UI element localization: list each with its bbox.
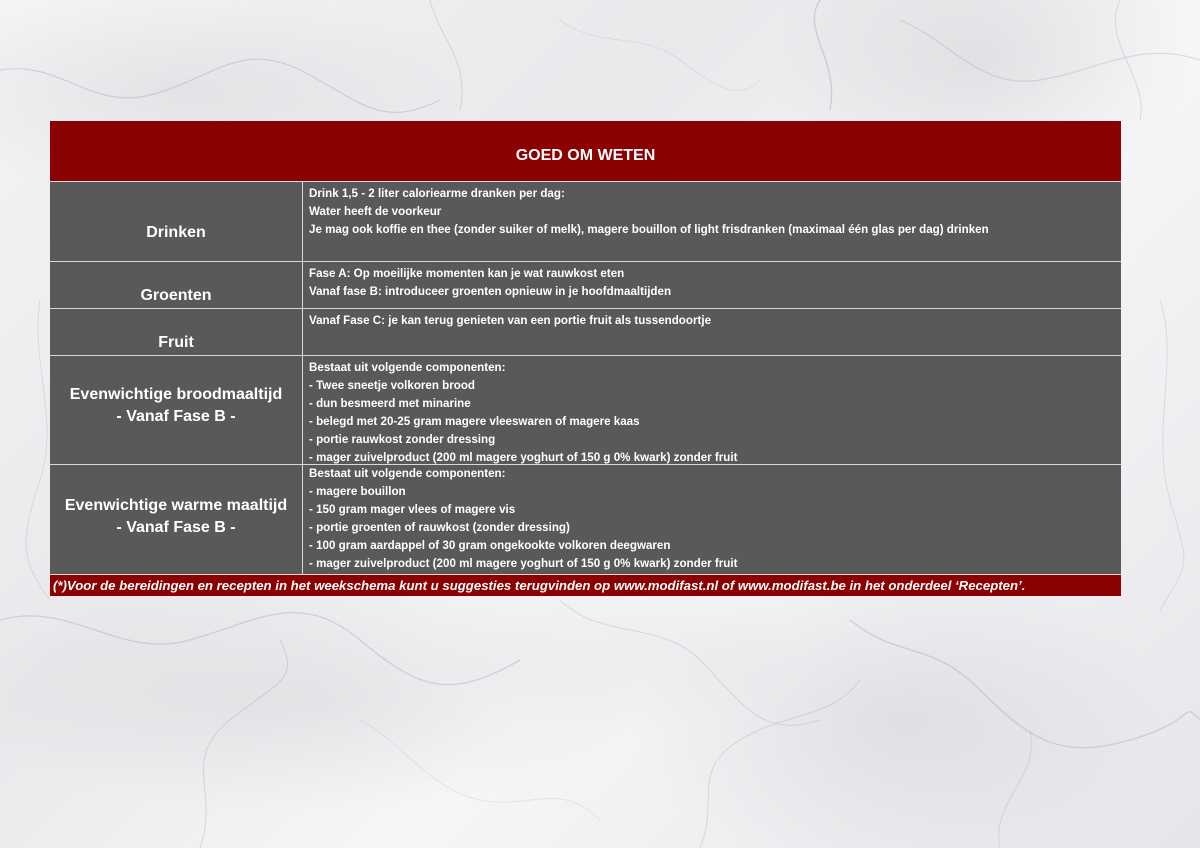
content-line: Water heeft de voorkeur: [309, 205, 442, 218]
row-label: [50, 309, 303, 355]
table-row-drinken: [50, 181, 1121, 261]
content-line: - magere bouillon: [309, 485, 406, 498]
row-label: [50, 182, 303, 261]
info-table: [50, 121, 1121, 596]
row-content: [303, 182, 1121, 261]
content-line: Vanaf fase B: introduceer groenten opnieuw in je hoofdmaaltijden: [309, 285, 672, 298]
content-line: - belegd met 20-25 gram magere vleeswaren of magere kaas: [309, 415, 640, 428]
content-line: - dun besmeerd met minarine: [309, 397, 471, 410]
table-row-groenten: [50, 261, 1121, 308]
content-line: Bestaat uit volgende componenten:: [309, 361, 506, 374]
row-content: [303, 356, 1121, 464]
content-line: Vanaf Fase C: je kan terug genieten van een portie fruit als tussendoortje: [309, 314, 712, 327]
content-line: - 100 gram aardappel of 30 gram ongekookte volkoren deegwaren: [309, 539, 671, 552]
content-line: Fase A: Op moeilijke momenten kan je wat rauwkost eten: [309, 267, 625, 280]
row-label: [50, 356, 303, 464]
content-line: - 150 gram mager vlees of magere vis: [309, 503, 516, 516]
table-row-warme-maaltijd: [50, 464, 1121, 574]
row-label-text: Drinken: [146, 224, 206, 241]
content-line: - portie groenten of rauwkost (zonder dressing): [309, 521, 570, 534]
footnote: (*)Voor de bereidingen en recepten in het weekschema kunt u suggesties terugvinden op www.modifast.nl of www.modifast.be in het onderdeel ‘Recepten’.: [50, 574, 1121, 596]
content-line: Drink 1,5 - 2 liter caloriearme dranken per dag:: [309, 187, 565, 200]
table-row-broodmaaltijd: [50, 355, 1121, 464]
row-label-text: Fruit: [158, 334, 194, 351]
row-label-subtext: - Vanaf Fase B -: [116, 408, 236, 425]
row-content: [303, 262, 1121, 308]
row-label: [50, 262, 303, 308]
row-label-text: Evenwichtige broodmaaltijd: [69, 386, 283, 403]
row-label: [50, 465, 303, 574]
row-label-subtext: - Vanaf Fase B -: [116, 518, 236, 536]
row-label-text: Evenwichtige warme maaltijd: [64, 496, 288, 514]
content-line: - mager zuivelproduct (200 ml magere yoghurt of 150 g 0% kwark) zonder fruit: [309, 557, 738, 570]
content-line: Je mag ook koffie en thee (zonder suiker of melk), magere bouillon of light frisdranken (maximaal één glas per dag) drinken: [309, 223, 989, 236]
content-line: - portie rauwkost zonder dressing: [309, 433, 496, 446]
row-label-text: Groenten: [140, 287, 212, 304]
content-line: - mager zuivelproduct (200 ml magere yoghurt of 150 g 0% kwark) zonder fruit: [309, 451, 738, 464]
table-title: GOED OM WETEN: [50, 121, 1121, 181]
table-row-fruit: [50, 308, 1121, 355]
content-line: Bestaat uit volgende componenten:: [309, 467, 506, 480]
row-content: [303, 309, 1121, 355]
row-content: [303, 465, 1121, 574]
content-line: - Twee sneetje volkoren brood: [309, 379, 475, 392]
